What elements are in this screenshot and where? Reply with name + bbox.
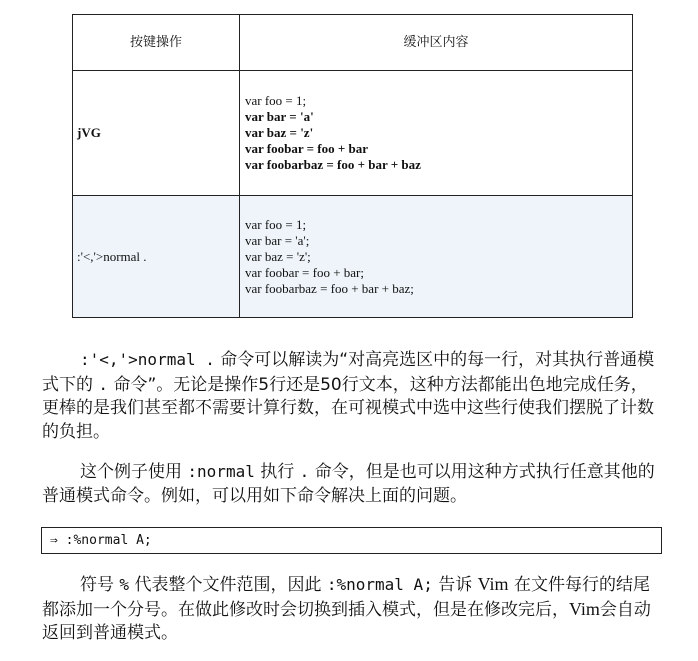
command-box <box>41 527 662 554</box>
code-line: var baz = 'z' <box>245 125 314 140</box>
paragraph-text: 这个例子使用 <box>80 462 182 482</box>
code-line: var bar = 'a'; <box>245 232 310 248</box>
table-row <box>73 71 633 196</box>
paragraph-text: 代表整个文件范围，因此 <box>134 575 322 595</box>
table-header-row <box>73 15 633 71</box>
paragraph-text: 符号 <box>80 575 114 595</box>
keystroke-cell: jVG <box>73 71 240 196</box>
header-buffer-contents: 缓冲区内容 <box>240 15 633 71</box>
paragraph-text: 命令”。无论是操作5行还是50行文本，这种方法都能出色地完成任务，更棒的是我们甚至都不需要计算行数，在可视模式中选中这些行使我们摆脱了计数的负担。 <box>42 374 654 442</box>
paragraph-text: 命令可以解读为“对高亮选区中的每一行，对其执行普通模式下的 <box>42 350 655 395</box>
header-keystroke: 按键操作 <box>73 15 240 71</box>
paragraph-text: 会自动返回到普通模式。 <box>42 599 651 643</box>
paragraph-text: 命令，但是也可以用这种方式执行任意其他的普通模式命令。例如，可以用如下命令解决上面的问题。 <box>42 462 655 506</box>
code-line: var baz = 'z'; <box>245 248 311 264</box>
paragraph-text: 执行 <box>260 462 295 482</box>
paragraph-percent-explanation <box>42 573 662 646</box>
command-text: :%normal A; <box>65 533 152 548</box>
vim-name: Vim <box>477 574 509 594</box>
buffer-cell <box>240 196 633 318</box>
code-line: var bar = 'a' <box>245 109 314 124</box>
code-line: var foobar = foo + bar <box>245 141 369 156</box>
inline-command: :%normal A; <box>326 575 433 594</box>
code-line: var foobarbaz = foo + bar + baz <box>245 157 421 172</box>
paragraph-normal-explanation <box>42 348 662 444</box>
inline-command: . <box>299 462 310 481</box>
paragraph-text: 告诉 <box>438 575 473 595</box>
prompt-arrow-icon: ⇒ <box>50 533 58 548</box>
inline-symbol: % <box>119 575 130 594</box>
paragraph-text: 在文件每行的结尾都添加一个分号。在做此修改时会切换到插入模式，但是在修改完后， <box>42 575 650 620</box>
buffer-cell <box>240 71 633 196</box>
code-line: var foo = 1; <box>245 216 307 232</box>
inline-command: :'<,'>normal . <box>80 350 215 369</box>
inline-command: :normal <box>187 462 255 481</box>
paragraph-normal-usage <box>42 460 662 508</box>
code-line: var foobarbaz = foo + bar + baz; <box>245 280 414 296</box>
code-line: var foo = 1; <box>245 93 307 108</box>
table-row <box>73 196 633 318</box>
inline-command: . <box>98 374 109 394</box>
code-line: var foobar = foo + bar; <box>245 264 364 280</box>
keystroke-table <box>72 14 633 318</box>
keystroke-cell: :'<,'>normal . <box>73 196 240 318</box>
vim-name: Vim <box>569 598 600 619</box>
